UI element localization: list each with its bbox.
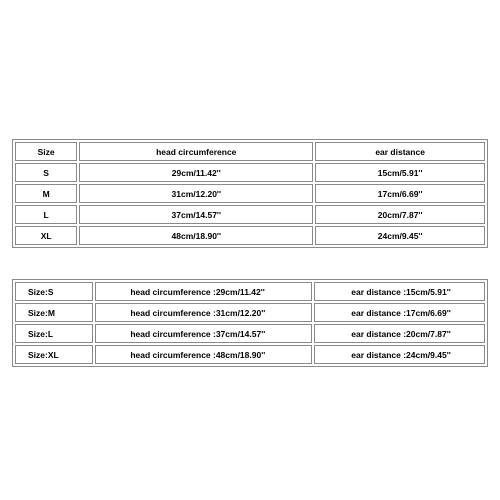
table-row [15, 205, 485, 224]
table-row [15, 282, 485, 301]
cell-size: L [15, 205, 77, 224]
cell-head-circumference: 37cm/14.57'' [79, 205, 313, 224]
table-row [15, 226, 485, 245]
cell-ear-distance: 17cm/6.69'' [315, 184, 485, 203]
table-row [15, 345, 485, 364]
cell-head-circumference: head circumference :31cm/12.20'' [95, 303, 312, 322]
table-row [15, 303, 485, 322]
cell-size: Size:M [15, 303, 93, 322]
cell-size: M [15, 184, 77, 203]
table-header-row [15, 142, 485, 161]
cell-head-circumference: 48cm/18.90'' [79, 226, 313, 245]
cell-ear-distance: 15cm/5.91'' [315, 163, 485, 182]
cell-head-circumference: head circumference :48cm/18.90'' [95, 345, 312, 364]
cell-head-circumference: head circumference :37cm/14.57'' [95, 324, 312, 343]
cell-ear-distance: 20cm/7.87'' [315, 205, 485, 224]
cell-size: Size:S [15, 282, 93, 301]
cell-head-circumference: 31cm/12.20'' [79, 184, 313, 203]
size-chart-table [12, 139, 488, 248]
header-ear-distance: ear distance [315, 142, 485, 161]
cell-size: Size:L [15, 324, 93, 343]
table-row [15, 163, 485, 182]
cell-ear-distance: ear distance :17cm/6.69'' [314, 303, 485, 322]
cell-ear-distance: ear distance :15cm/5.91'' [314, 282, 485, 301]
table-row [15, 324, 485, 343]
header-size: Size [15, 142, 77, 161]
cell-head-circumference: head circumference :29cm/11.42'' [95, 282, 312, 301]
header-head-circumference: head circumference [79, 142, 313, 161]
cell-head-circumference: 29cm/11.42'' [79, 163, 313, 182]
size-detail-table [12, 279, 488, 367]
cell-ear-distance: ear distance :20cm/7.87'' [314, 324, 485, 343]
cell-size: S [15, 163, 77, 182]
cell-ear-distance: 24cm/9.45'' [315, 226, 485, 245]
cell-size: Size:XL [15, 345, 93, 364]
cell-ear-distance: ear distance :24cm/9.45'' [314, 345, 485, 364]
cell-size: XL [15, 226, 77, 245]
table-row [15, 184, 485, 203]
